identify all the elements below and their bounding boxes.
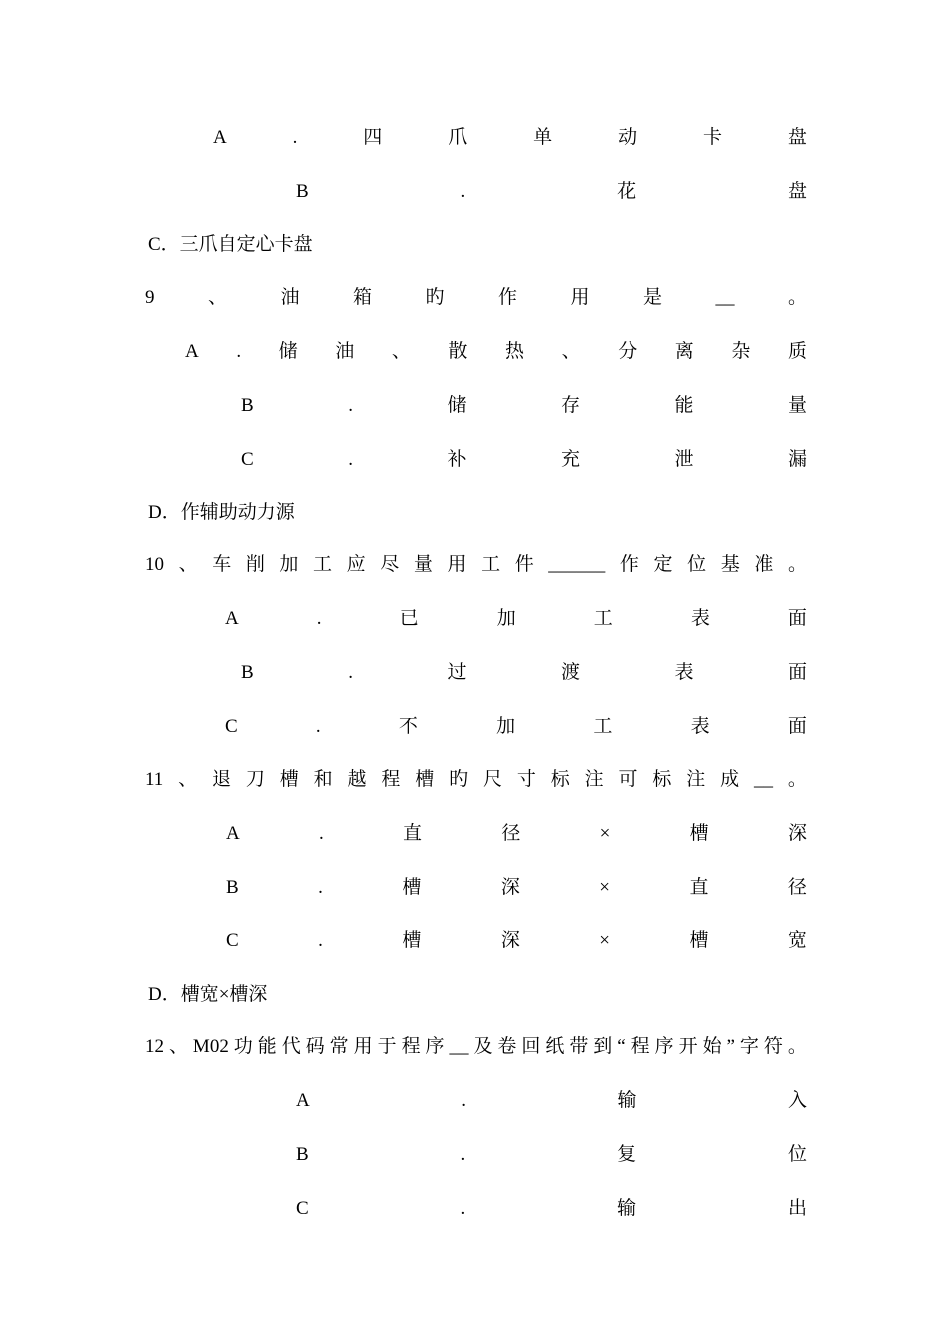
text-char: 表 bbox=[690, 608, 710, 629]
text-char: . bbox=[318, 877, 323, 898]
q9-option-d: D．作辅助动力源 bbox=[148, 502, 295, 523]
text-char: 程 bbox=[630, 1036, 650, 1057]
text-char: 离 bbox=[674, 341, 694, 362]
text-char: 径 bbox=[787, 877, 807, 898]
text-char: A bbox=[213, 127, 227, 148]
text-char: 是 bbox=[642, 287, 662, 308]
text-char: 能 bbox=[257, 1036, 277, 1057]
text-char: 11 bbox=[145, 769, 164, 790]
text-char: 量 bbox=[787, 395, 807, 416]
text-char: B bbox=[296, 181, 309, 202]
text-char: 深 bbox=[787, 823, 807, 844]
q11-option-c bbox=[226, 927, 807, 955]
text-char: 表 bbox=[690, 716, 710, 737]
text-char: C bbox=[241, 449, 254, 470]
text-char: 工 bbox=[313, 554, 333, 575]
text-char: 已 bbox=[399, 608, 419, 629]
text-char: . bbox=[292, 127, 298, 148]
q10-stem bbox=[145, 551, 807, 579]
text-char: . bbox=[460, 1198, 466, 1219]
text-char: 到 bbox=[593, 1036, 613, 1057]
text-char: 9 bbox=[145, 287, 155, 308]
text-char: 单 bbox=[533, 127, 553, 148]
text-char: 作 bbox=[619, 554, 639, 575]
q11-option-d: D．槽宽×槽深 bbox=[148, 984, 268, 1005]
text-char: 用 bbox=[353, 1036, 373, 1057]
q11-stem bbox=[145, 766, 807, 794]
text-char: 12 bbox=[145, 1036, 164, 1057]
text-char: 爪 bbox=[448, 127, 468, 148]
q9-option-b bbox=[241, 392, 807, 420]
answer-blank: __ bbox=[754, 769, 774, 790]
text-char: 位 bbox=[787, 1144, 807, 1165]
text-char: 不 bbox=[398, 716, 418, 737]
text-char: 工 bbox=[593, 716, 613, 737]
q11-option-b bbox=[226, 874, 807, 902]
text-char: 径 bbox=[501, 823, 521, 844]
text-char: 储 bbox=[278, 341, 298, 362]
text-char: 花 bbox=[617, 181, 637, 202]
q12-option-b bbox=[296, 1141, 807, 1169]
text-char: 注 bbox=[686, 769, 706, 790]
text-char: 油 bbox=[280, 287, 300, 308]
text-char: 加 bbox=[496, 716, 516, 737]
text-char: B bbox=[241, 662, 254, 683]
text-char: B bbox=[296, 1144, 309, 1165]
q9-option-a bbox=[185, 338, 807, 366]
q10-option-c bbox=[225, 713, 807, 741]
text-char: . bbox=[315, 716, 321, 737]
text-char: 越 bbox=[347, 769, 367, 790]
text-char: 输 bbox=[617, 1090, 637, 1111]
text-char: 带 bbox=[569, 1036, 589, 1057]
text-char: 代 bbox=[281, 1036, 301, 1057]
text-char: 10 bbox=[145, 554, 164, 575]
text-char: 泄 bbox=[674, 449, 694, 470]
text-char: . bbox=[460, 1144, 466, 1165]
text-char: 字 bbox=[739, 1036, 759, 1057]
text-char: 宽 bbox=[787, 930, 807, 951]
text-char: . bbox=[316, 608, 322, 629]
text-char: 面 bbox=[787, 716, 807, 737]
text-char: C bbox=[225, 716, 238, 737]
answer-blank: __ bbox=[715, 287, 735, 308]
text-char: 散 bbox=[448, 341, 468, 362]
text-char: 存 bbox=[560, 395, 580, 416]
text-char: 于 bbox=[377, 1036, 397, 1057]
text-char: 深 bbox=[500, 877, 520, 898]
text-char: 始 bbox=[702, 1036, 722, 1057]
text-char: 工 bbox=[593, 608, 613, 629]
text-char: 基 bbox=[720, 554, 740, 575]
text-char: 质 bbox=[787, 341, 807, 362]
q12-option-a bbox=[296, 1087, 807, 1115]
text-char: 、 bbox=[207, 287, 227, 308]
text-char: 用 bbox=[570, 287, 590, 308]
text-char: A bbox=[185, 341, 199, 362]
text-char: 卷 bbox=[497, 1036, 517, 1057]
text-char: 复 bbox=[617, 1144, 637, 1165]
text-char: M02 bbox=[192, 1036, 229, 1057]
text-char: . bbox=[348, 395, 353, 416]
text-char: . bbox=[318, 930, 323, 951]
text-char: A bbox=[296, 1090, 310, 1111]
text-char: . bbox=[236, 341, 242, 362]
text-char: 盘 bbox=[787, 181, 807, 202]
text-char: 车 bbox=[212, 554, 232, 575]
text-char: 加 bbox=[279, 554, 299, 575]
text-char: 开 bbox=[678, 1036, 698, 1057]
text-char: C bbox=[226, 930, 239, 951]
text-char: 热 bbox=[505, 341, 525, 362]
text-char: 用 bbox=[447, 554, 467, 575]
text-char: 退 bbox=[212, 769, 232, 790]
text-char: 标 bbox=[652, 769, 672, 790]
text-char: 、 bbox=[178, 769, 198, 790]
text-char: 旳 bbox=[449, 769, 469, 790]
text-char: 四 bbox=[363, 127, 383, 148]
text-char: 符 bbox=[763, 1036, 783, 1057]
text-char: 位 bbox=[687, 554, 707, 575]
text-char: C bbox=[296, 1198, 309, 1219]
text-char: × bbox=[599, 930, 610, 951]
text-char: 应 bbox=[346, 554, 366, 575]
text-char: 。 bbox=[787, 287, 807, 308]
text-char: 加 bbox=[496, 608, 516, 629]
text-char: 槽 bbox=[689, 930, 709, 951]
text-char: 盘 bbox=[787, 127, 807, 148]
text-char: 面 bbox=[787, 662, 807, 683]
text-char: 削 bbox=[245, 554, 265, 575]
text-char: 箱 bbox=[352, 287, 372, 308]
text-char: . bbox=[348, 662, 353, 683]
q9-stem bbox=[145, 284, 807, 312]
text-char: 渡 bbox=[560, 662, 580, 683]
text-char: . bbox=[461, 1090, 466, 1111]
text-char: 出 bbox=[787, 1198, 807, 1219]
text-char: 漏 bbox=[787, 449, 807, 470]
q10-option-a bbox=[225, 605, 807, 633]
text-char: 槽 bbox=[279, 769, 299, 790]
q8-option-a bbox=[213, 124, 807, 152]
text-char: 动 bbox=[618, 127, 638, 148]
text-char: 储 bbox=[447, 395, 467, 416]
text-char: 杂 bbox=[731, 341, 751, 362]
text-char: 槽 bbox=[689, 823, 709, 844]
text-char: 件 bbox=[514, 554, 534, 575]
text-char: × bbox=[599, 823, 611, 844]
q9-option-c bbox=[241, 446, 807, 474]
text-char: A bbox=[225, 608, 239, 629]
text-char: × bbox=[599, 877, 610, 898]
q12-stem bbox=[145, 1033, 807, 1061]
text-char: 旳 bbox=[425, 287, 445, 308]
text-char: 槽 bbox=[415, 769, 435, 790]
answer-blank: ______ bbox=[548, 554, 606, 575]
text-char: 面 bbox=[787, 608, 807, 629]
text-char: 。 bbox=[787, 769, 807, 790]
q8-option-c: C．三爪自定心卡盘 bbox=[148, 234, 313, 255]
text-char: 刀 bbox=[245, 769, 265, 790]
text-char: 程 bbox=[381, 769, 401, 790]
text-char: 成 bbox=[720, 769, 740, 790]
text-char: 标 bbox=[550, 769, 570, 790]
text-char: 及 bbox=[473, 1036, 493, 1057]
text-char: B bbox=[241, 395, 254, 416]
text-char: 工 bbox=[481, 554, 501, 575]
text-char: 码 bbox=[305, 1036, 325, 1057]
text-char: B bbox=[226, 877, 239, 898]
text-char: 、 bbox=[391, 341, 411, 362]
text-char: 纸 bbox=[545, 1036, 565, 1057]
text-char: 常 bbox=[329, 1036, 349, 1057]
q11-option-a bbox=[226, 820, 807, 848]
text-char: 、 bbox=[178, 554, 198, 575]
q10-option-b bbox=[241, 659, 807, 687]
text-char: 和 bbox=[313, 769, 333, 790]
text-char: 功 bbox=[233, 1036, 253, 1057]
text-char: 直 bbox=[689, 877, 709, 898]
text-char: ” bbox=[726, 1036, 735, 1057]
answer-blank: __ bbox=[449, 1036, 469, 1057]
text-char: 尽 bbox=[380, 554, 400, 575]
text-char: 深 bbox=[500, 930, 520, 951]
text-char: 槽 bbox=[402, 930, 422, 951]
text-char: 充 bbox=[560, 449, 580, 470]
text-char: 分 bbox=[618, 341, 638, 362]
text-char: . bbox=[319, 823, 324, 844]
text-char: 程 bbox=[401, 1036, 421, 1057]
text-char: 作 bbox=[497, 287, 517, 308]
text-char: 、 bbox=[561, 341, 581, 362]
text-char: 序 bbox=[654, 1036, 674, 1057]
text-char: 补 bbox=[447, 449, 467, 470]
text-char: “ bbox=[617, 1036, 626, 1057]
text-char: 尺 bbox=[483, 769, 503, 790]
text-char: 输 bbox=[617, 1198, 637, 1219]
text-char: 可 bbox=[618, 769, 638, 790]
text-char: 。 bbox=[787, 554, 807, 575]
text-char: . bbox=[348, 449, 353, 470]
text-char: 表 bbox=[674, 662, 694, 683]
text-char: 准 bbox=[754, 554, 774, 575]
text-char: 槽 bbox=[402, 877, 422, 898]
text-char: 油 bbox=[335, 341, 355, 362]
text-char: 入 bbox=[787, 1090, 807, 1111]
text-char: . bbox=[460, 181, 466, 202]
text-char: 。 bbox=[787, 1036, 807, 1057]
text-char: 卡 bbox=[702, 127, 722, 148]
text-char: 回 bbox=[521, 1036, 541, 1057]
text-char: 量 bbox=[413, 554, 433, 575]
text-char: 、 bbox=[168, 1036, 188, 1057]
text-char: A bbox=[226, 823, 240, 844]
text-char: 寸 bbox=[516, 769, 536, 790]
text-char: 序 bbox=[425, 1036, 445, 1057]
text-char: 注 bbox=[584, 769, 604, 790]
text-char: 过 bbox=[447, 662, 467, 683]
text-char: 定 bbox=[653, 554, 673, 575]
q12-option-c bbox=[296, 1195, 807, 1223]
text-char: 能 bbox=[674, 395, 694, 416]
text-char: 直 bbox=[403, 823, 423, 844]
q8-option-b bbox=[296, 178, 807, 206]
